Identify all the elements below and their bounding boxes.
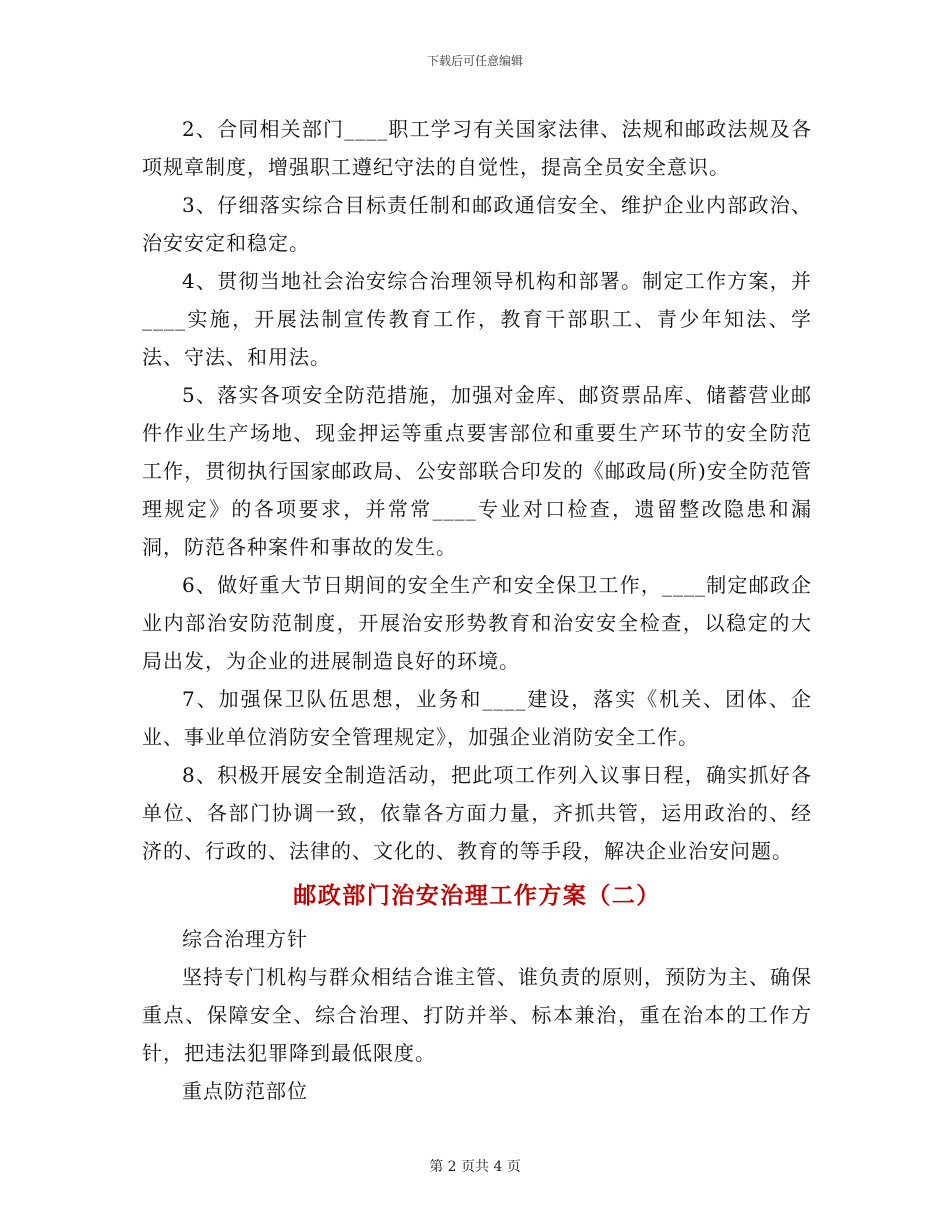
paragraph-item-8: 8、积极开展安全制造活动，把此项工作列入议事日程，确实抓好各单位、各部门协调一致，依靠各方面力量，齐抓共管，运用政治的、经济的、行政的、法律的、文化的、教育的等手段，解决企业治安问题。 (142, 763, 812, 863)
paragraph-item-7: 7、加强保卫队伍思想，业务和____建设，落实《机关、团体、企业、事业单位消防安全管理规定》，加强企业消防安全工作。 (142, 687, 812, 749)
paragraph-item-3: 3、仔细落实综合目标责任制和邮政通信安全、维护企业内部政治、治安安定和稳定。 (142, 193, 812, 255)
paragraph-item-2: 2、合同相关部门____职工学习有关国家法律、法规和邮政法规及各项规章制度，增强职工遵纪守法的自觉性，提高全员安全意识。 (142, 117, 812, 179)
page-header: 下载后可任意编辑 (426, 54, 523, 68)
paragraph-item-6: 6、做好重大节日期间的安全生产和安全保卫工作，____制定邮政企业内部治安防范制度，开展治安形势教育和治安安全检查，以稳定的大局出发，为企业的进展制造良好的环境。 (142, 573, 812, 673)
paragraph-policy-text: 坚持专门机构与群众相结合谁主管、谁负责的原则，预防为主、确保重点、保障安全、综合治理、打防并举、标本兼治，重在治本的工作方针，把违法犯罪降到最低限度。 (142, 965, 812, 1065)
subheading-key-areas: 重点防范部位 (182, 1079, 308, 1103)
paragraph-item-4: 4、贯彻当地社会治安综合治理领导机构和部署。制定工作方案，并____实施，开展法制宣传教育工作，教育干部职工、青少年知法、学法、守法、和用法。 (142, 269, 812, 369)
paragraph-item-5: 5、落实各项安全防范措施，加强对金库、邮资票品库、储蓄营业邮件作业生产场地、现金押运等重点要害部位和重要生产环节的安全防范工作，贯彻执行国家邮政局、公安部联合印发的《邮政局(所)安全防范管理规定》的各项要求，并常常____专业对口检查，遗留整改隐患和漏洞，防范各种案件和事故的发生。 (142, 383, 812, 559)
page-footer: 第 2 页共 4 页 (429, 1159, 521, 1175)
document-body (142, 110, 812, 1110)
section-title: 邮政部门治安治理工作方案（二） (293, 882, 661, 909)
subheading-policy: 综合治理方针 (182, 927, 308, 951)
